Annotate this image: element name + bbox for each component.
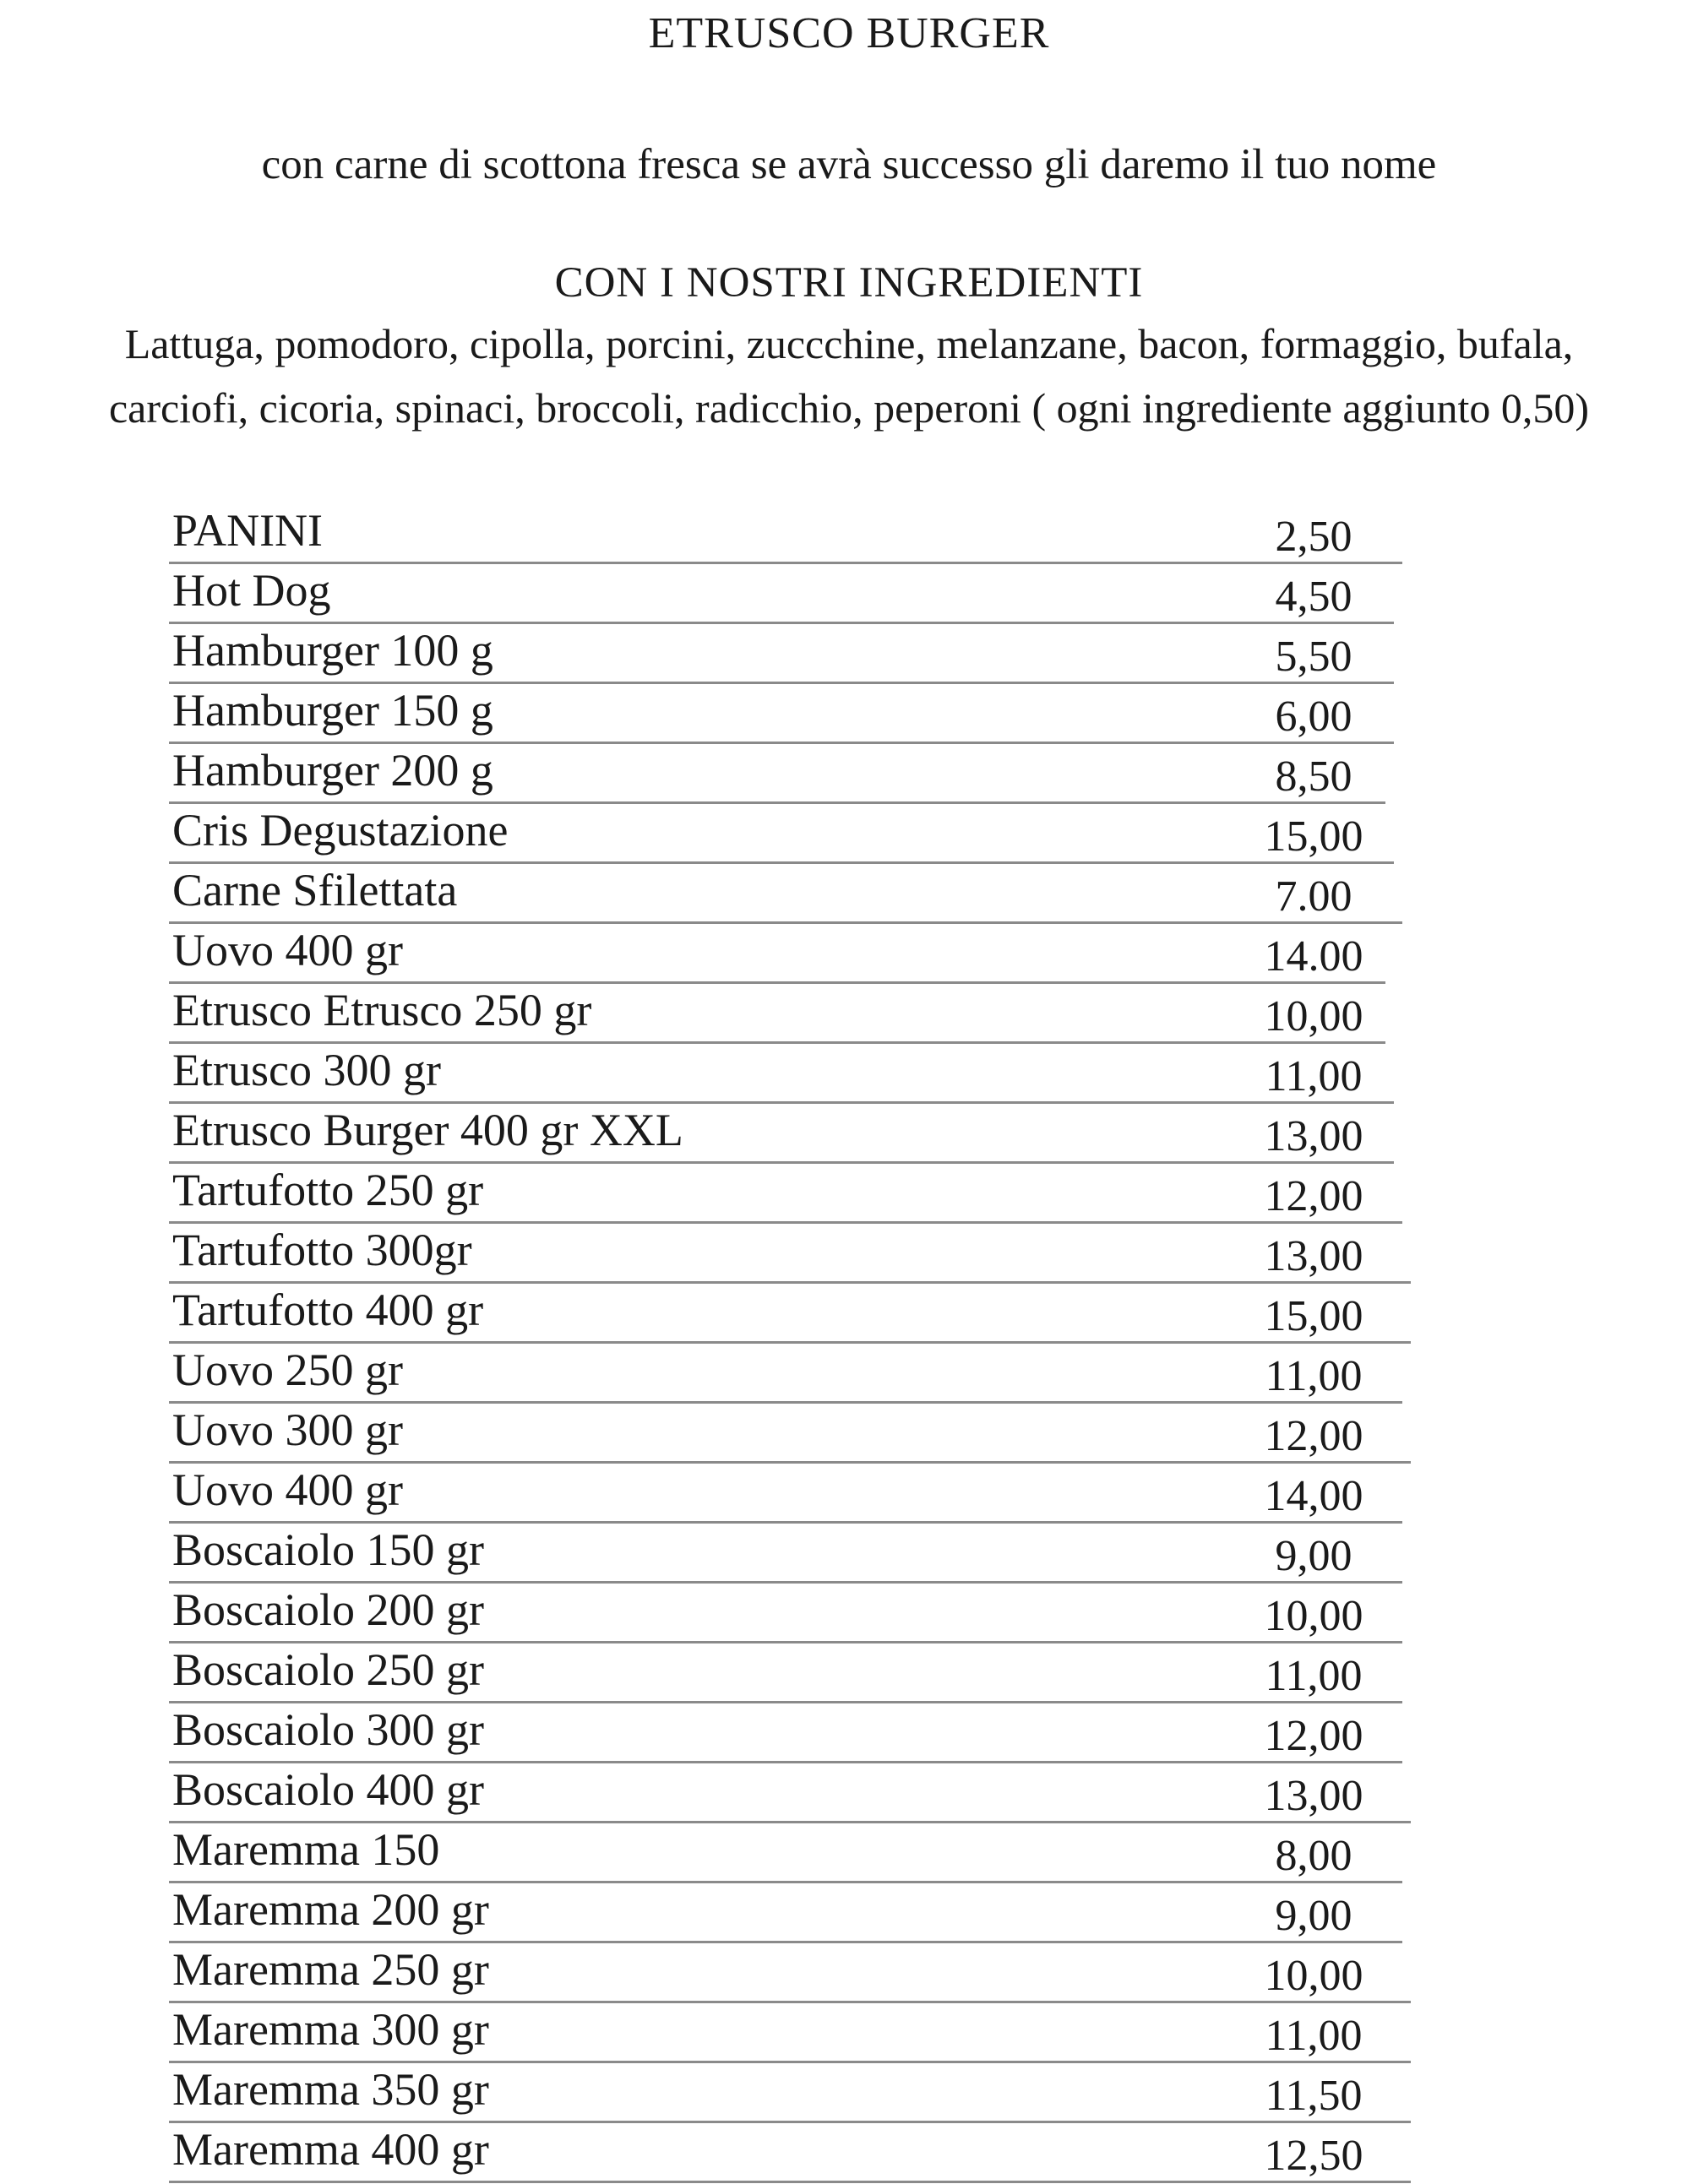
ingredients-heading: CON I NOSTRI INGREDIENTI bbox=[554, 259, 1144, 307]
menu-item-row bbox=[169, 985, 1411, 1045]
menu-item-row bbox=[169, 505, 1411, 565]
menu-item-row bbox=[169, 1644, 1411, 1704]
row-divider bbox=[169, 1101, 1394, 1104]
menu-item-name: Boscaiolo 300 gr bbox=[172, 1704, 484, 1755]
menu-item-row bbox=[169, 1285, 1411, 1345]
row-divider bbox=[169, 1341, 1411, 1344]
row-divider bbox=[169, 1881, 1402, 1883]
menu-item-name: Uovo 400 gr bbox=[172, 925, 403, 975]
menu-item-name: Boscaiolo 400 gr bbox=[172, 1764, 484, 1815]
row-divider bbox=[169, 1401, 1402, 1404]
menu-item-name: Hamburger 200 g bbox=[172, 745, 493, 796]
row-divider bbox=[169, 861, 1394, 864]
menu-item-name: Boscaiolo 200 gr bbox=[172, 1584, 484, 1635]
row-divider bbox=[169, 742, 1394, 744]
menu-item-row bbox=[169, 1704, 1411, 1764]
menu-item-row bbox=[169, 1045, 1411, 1105]
menu-item-name: Cris Degustazione bbox=[172, 805, 509, 856]
menu-item-price: 11,00 bbox=[1265, 1652, 1363, 1700]
menu-item-name: Maremma 250 gr bbox=[172, 1944, 489, 1995]
menu-item-name: Tartufotto 400 gr bbox=[172, 1285, 484, 1335]
menu-item-price: 2,50 bbox=[1275, 513, 1352, 561]
ingredients-list-line-1: Lattuga, pomodoro, cipolla, porcini, zuccchine, melanzane, bacon, formaggio, bufala, bbox=[124, 320, 1574, 367]
menu-item-price: 12,00 bbox=[1264, 1172, 1363, 1220]
menu-item-row bbox=[169, 1345, 1411, 1404]
ingredients-list-line-2: carciofi, cicoria, spinaci, broccoli, radicchio, peperoni ( ogni ingrediente aggiunto 0,50) bbox=[108, 384, 1590, 432]
menu-item-price: 11,00 bbox=[1265, 2012, 1363, 2060]
menu-item-name: Uovo 250 gr bbox=[172, 1345, 403, 1395]
row-divider bbox=[169, 1281, 1411, 1284]
menu-item-row bbox=[169, 865, 1411, 925]
menu-item-row bbox=[169, 1225, 1411, 1285]
menu-item-row bbox=[169, 2124, 1411, 2184]
menu-item-price: 12,00 bbox=[1264, 1412, 1363, 1460]
row-divider bbox=[169, 1641, 1402, 1643]
menu-item-name: PANINI bbox=[172, 505, 324, 556]
menu-item-name: Carne Sfilettata bbox=[172, 865, 458, 915]
row-divider bbox=[169, 1161, 1394, 1164]
row-divider bbox=[169, 1041, 1385, 1044]
menu-item-name: Boscaiolo 150 gr bbox=[172, 1524, 484, 1575]
menu-item-row bbox=[169, 1944, 1411, 2004]
menu-item-price: 9,00 bbox=[1275, 1892, 1352, 1940]
menu-item-name: Hamburger 150 g bbox=[172, 685, 493, 736]
menu-item-price: 8,50 bbox=[1275, 752, 1352, 801]
menu-item-row bbox=[169, 925, 1411, 985]
row-divider bbox=[169, 1761, 1402, 1763]
menu-item-row bbox=[169, 805, 1411, 865]
menu-item-name: Tartufotto 300gr bbox=[172, 1225, 472, 1275]
menu-item-row bbox=[169, 1824, 1411, 1884]
row-divider bbox=[169, 1941, 1402, 1943]
menu-item-price: 11,00 bbox=[1265, 1052, 1363, 1100]
row-divider bbox=[169, 981, 1385, 984]
menu-item-name: Maremma 300 gr bbox=[172, 2004, 489, 2055]
menu-item-name: Etrusco 300 gr bbox=[172, 1045, 441, 1095]
menu-item-price: 8,00 bbox=[1275, 1832, 1352, 1880]
menu-item-name: Maremma 200 gr bbox=[172, 1884, 489, 1935]
menu-item-row bbox=[169, 1884, 1411, 1944]
row-divider bbox=[169, 801, 1385, 804]
menu-item-row bbox=[169, 1105, 1411, 1165]
row-divider bbox=[169, 1821, 1411, 1823]
menu-item-name: Maremma 400 gr bbox=[172, 2124, 489, 2175]
menu-item-name: Boscaiolo 250 gr bbox=[172, 1644, 484, 1695]
menu-item-price: 13,00 bbox=[1264, 1232, 1363, 1280]
menu-item-name: Hamburger 100 g bbox=[172, 625, 493, 676]
row-divider bbox=[169, 1581, 1402, 1584]
menu-item-price: 6,00 bbox=[1275, 693, 1352, 741]
menu-item-price: 14.00 bbox=[1264, 932, 1363, 981]
menu-item-row bbox=[169, 2064, 1411, 2124]
menu-item-name: Hot Dog bbox=[172, 565, 331, 616]
row-divider bbox=[169, 1221, 1402, 1224]
menu-item-price: 11,50 bbox=[1265, 2072, 1363, 2120]
menu-item-price: 5,50 bbox=[1275, 633, 1352, 681]
menu-item-name: Etrusco Burger 400 gr XXL bbox=[172, 1105, 683, 1155]
page-title: ETRUSCO BURGER bbox=[648, 9, 1050, 57]
menu-item-row bbox=[169, 565, 1411, 625]
menu-item-row bbox=[169, 685, 1411, 745]
row-divider bbox=[169, 562, 1402, 564]
row-divider bbox=[169, 622, 1394, 624]
row-divider bbox=[169, 2181, 1411, 2183]
menu-item-price: 13,00 bbox=[1264, 1772, 1363, 1820]
menu-item-price: 14,00 bbox=[1264, 1472, 1363, 1520]
menu-item-row bbox=[169, 1524, 1411, 1584]
menu-item-row bbox=[169, 2004, 1411, 2064]
menu-item-price: 4,50 bbox=[1275, 573, 1352, 621]
row-divider bbox=[169, 921, 1402, 924]
menu-item-name: Uovo 300 gr bbox=[172, 1404, 403, 1455]
row-divider bbox=[169, 2061, 1411, 2063]
menu-item-price: 12,50 bbox=[1264, 2132, 1363, 2180]
menu-item-name: Maremma 350 gr bbox=[172, 2064, 489, 2115]
menu-item-price: 10,00 bbox=[1264, 1952, 1363, 2000]
menu-item-price: 13,00 bbox=[1264, 1112, 1363, 1160]
menu-item-row bbox=[169, 1165, 1411, 1225]
row-divider bbox=[169, 1701, 1402, 1703]
menu-item-row bbox=[169, 1404, 1411, 1464]
menu-item-price: 10,00 bbox=[1264, 1592, 1363, 1640]
row-divider bbox=[169, 2001, 1411, 2003]
price-list bbox=[169, 505, 1411, 2184]
menu-item-price: 10,00 bbox=[1264, 992, 1363, 1040]
menu-item-price: 15,00 bbox=[1264, 812, 1363, 861]
menu-item-name: Etrusco Etrusco 250 gr bbox=[172, 985, 592, 1035]
row-divider bbox=[169, 1521, 1402, 1524]
page-subtitle: con carne di scottona fresca se avrà successo gli daremo il tuo nome bbox=[261, 141, 1437, 188]
menu-item-row bbox=[169, 1584, 1411, 1644]
menu-item-name: Uovo 400 gr bbox=[172, 1464, 403, 1515]
menu-item-price: 15,00 bbox=[1264, 1292, 1363, 1340]
menu-item-price: 7.00 bbox=[1275, 872, 1352, 921]
menu-item-row bbox=[169, 1464, 1411, 1524]
row-divider bbox=[169, 1461, 1411, 1464]
menu-item-name: Maremma 150 bbox=[172, 1824, 440, 1875]
menu-item-price: 11,00 bbox=[1265, 1352, 1363, 1400]
menu-item-price: 12,00 bbox=[1264, 1712, 1363, 1760]
menu-item-row bbox=[169, 1764, 1411, 1824]
menu-item-price: 9,00 bbox=[1275, 1532, 1352, 1580]
menu-item-name: Tartufotto 250 gr bbox=[172, 1165, 484, 1215]
menu-item-row bbox=[169, 625, 1411, 685]
menu-item-row bbox=[169, 745, 1411, 805]
row-divider bbox=[169, 2121, 1411, 2123]
row-divider bbox=[169, 682, 1394, 684]
